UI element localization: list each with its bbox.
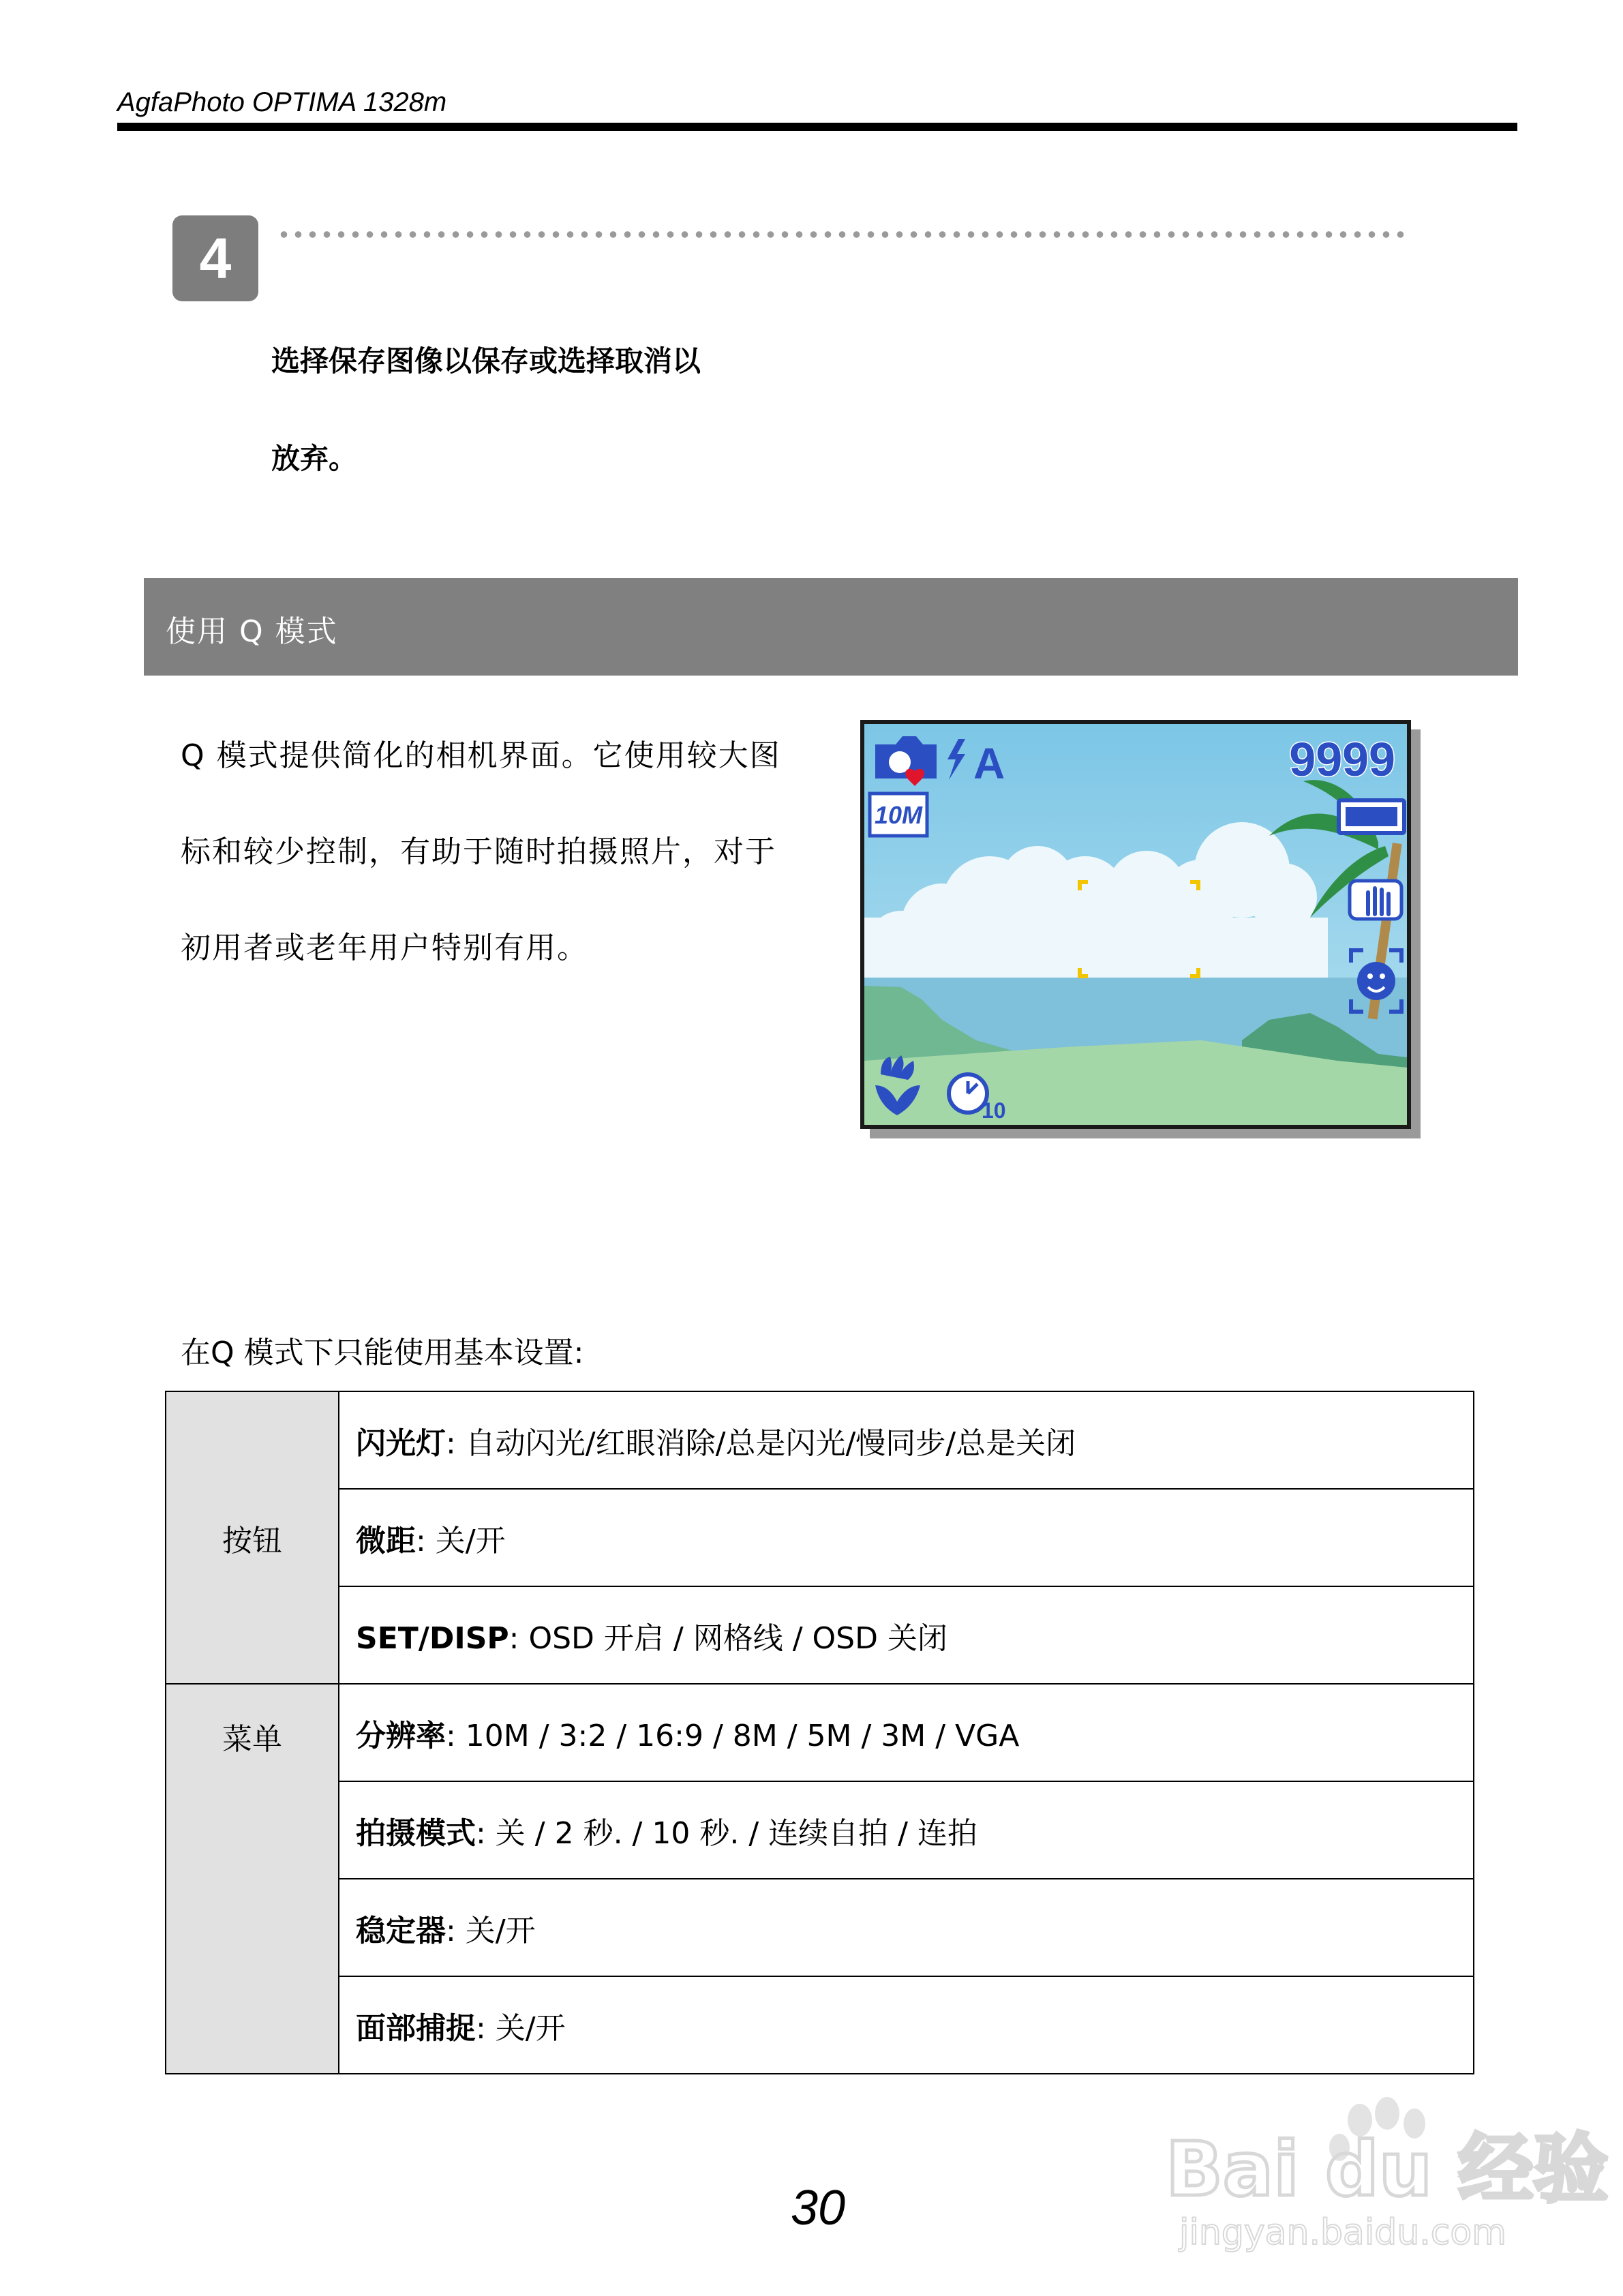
setting-label: 分辨率 (356, 1718, 446, 1753)
setting-value: : 10M / 3:2 / 16:9 / 8M / 5M / 3M / VGA (446, 1718, 1020, 1753)
setting-value: : 关/开 (476, 2010, 566, 2046)
table-row (166, 1879, 1474, 1976)
watermark-url: jingyan.baidu.com (1179, 2212, 1506, 2253)
setting-cell (339, 1391, 1474, 1489)
setting-cell (339, 1976, 1474, 2074)
baidu-jingyan-watermark (1152, 2093, 1609, 2256)
setting-cell (339, 1684, 1474, 1781)
intro-line-1: Q 模式提供简化的相机界面。它使用较大图 (181, 738, 781, 773)
resolution-badge: 10M (874, 801, 923, 829)
setting-value: : 关/开 (416, 1523, 506, 1558)
setting-label: 拍摄模式 (356, 1815, 476, 1851)
table-row (166, 1976, 1474, 2074)
settings-table (165, 1391, 1474, 2074)
step-number-badge: 4 (172, 215, 258, 301)
shots-remaining-counter: 9999 (1289, 733, 1395, 786)
watermark-brand: Bai du 经验 (1166, 2126, 1609, 2213)
setting-label: 闪光灯 (356, 1425, 446, 1461)
table-row (166, 1781, 1474, 1879)
intro-line-2: 标和较少控制，有助于随时拍摄照片，对于 (181, 834, 776, 869)
document-header-title: AgfaPhoto OPTIMA 1328m (117, 87, 447, 117)
header-rule (117, 123, 1517, 131)
camera-q-mode-screen (860, 720, 1421, 1138)
settings-intro-text: 在Q 模式下只能使用基本设置: (181, 1335, 584, 1370)
table-row (166, 1391, 1474, 1489)
step-instruction-line-2: 放弃。 (271, 442, 358, 475)
setting-label: 微距 (356, 1523, 416, 1558)
setting-cell (339, 1781, 1474, 1879)
category-cell-buttons: 按钮 (166, 1391, 339, 1684)
setting-label: SET/DISP (356, 1620, 509, 1656)
self-timer-seconds: 10 (982, 1098, 1006, 1123)
setting-cell (339, 1586, 1474, 1684)
category-cell-menu: 菜单 (166, 1684, 339, 2074)
section-heading-bar (144, 578, 1518, 676)
intro-line-3: 初用者或老年用户特别有用。 (181, 931, 588, 965)
flash-mode-label: A (973, 739, 1005, 788)
step-instruction-line-1: 选择保存图像以保存或选择取消以 (271, 344, 701, 378)
setting-label: 面部捕捉 (356, 2010, 476, 2046)
table-row (166, 1489, 1474, 1586)
dotted-separator (277, 230, 1408, 239)
setting-value: : OSD 开启 / 网格线 / OSD 关闭 (509, 1620, 947, 1656)
setting-cell (339, 1879, 1474, 1976)
setting-value: : 关 / 2 秒. / 10 秒. / 连续自拍 / 连拍 (476, 1815, 977, 1851)
setting-label: 稳定器 (356, 1913, 446, 1948)
setting-cell (339, 1489, 1474, 1586)
setting-value: : 自动闪光/红眼消除/总是闪光/慢同步/总是关闭 (446, 1425, 1076, 1461)
table-row (166, 1586, 1474, 1684)
setting-value: : 关/开 (446, 1913, 536, 1948)
table-row (166, 1684, 1474, 1781)
page-number: 30 (791, 2181, 846, 2235)
section-heading-title: 使用 Q 模式 (166, 614, 338, 649)
stabilizer-icon (1350, 881, 1401, 919)
